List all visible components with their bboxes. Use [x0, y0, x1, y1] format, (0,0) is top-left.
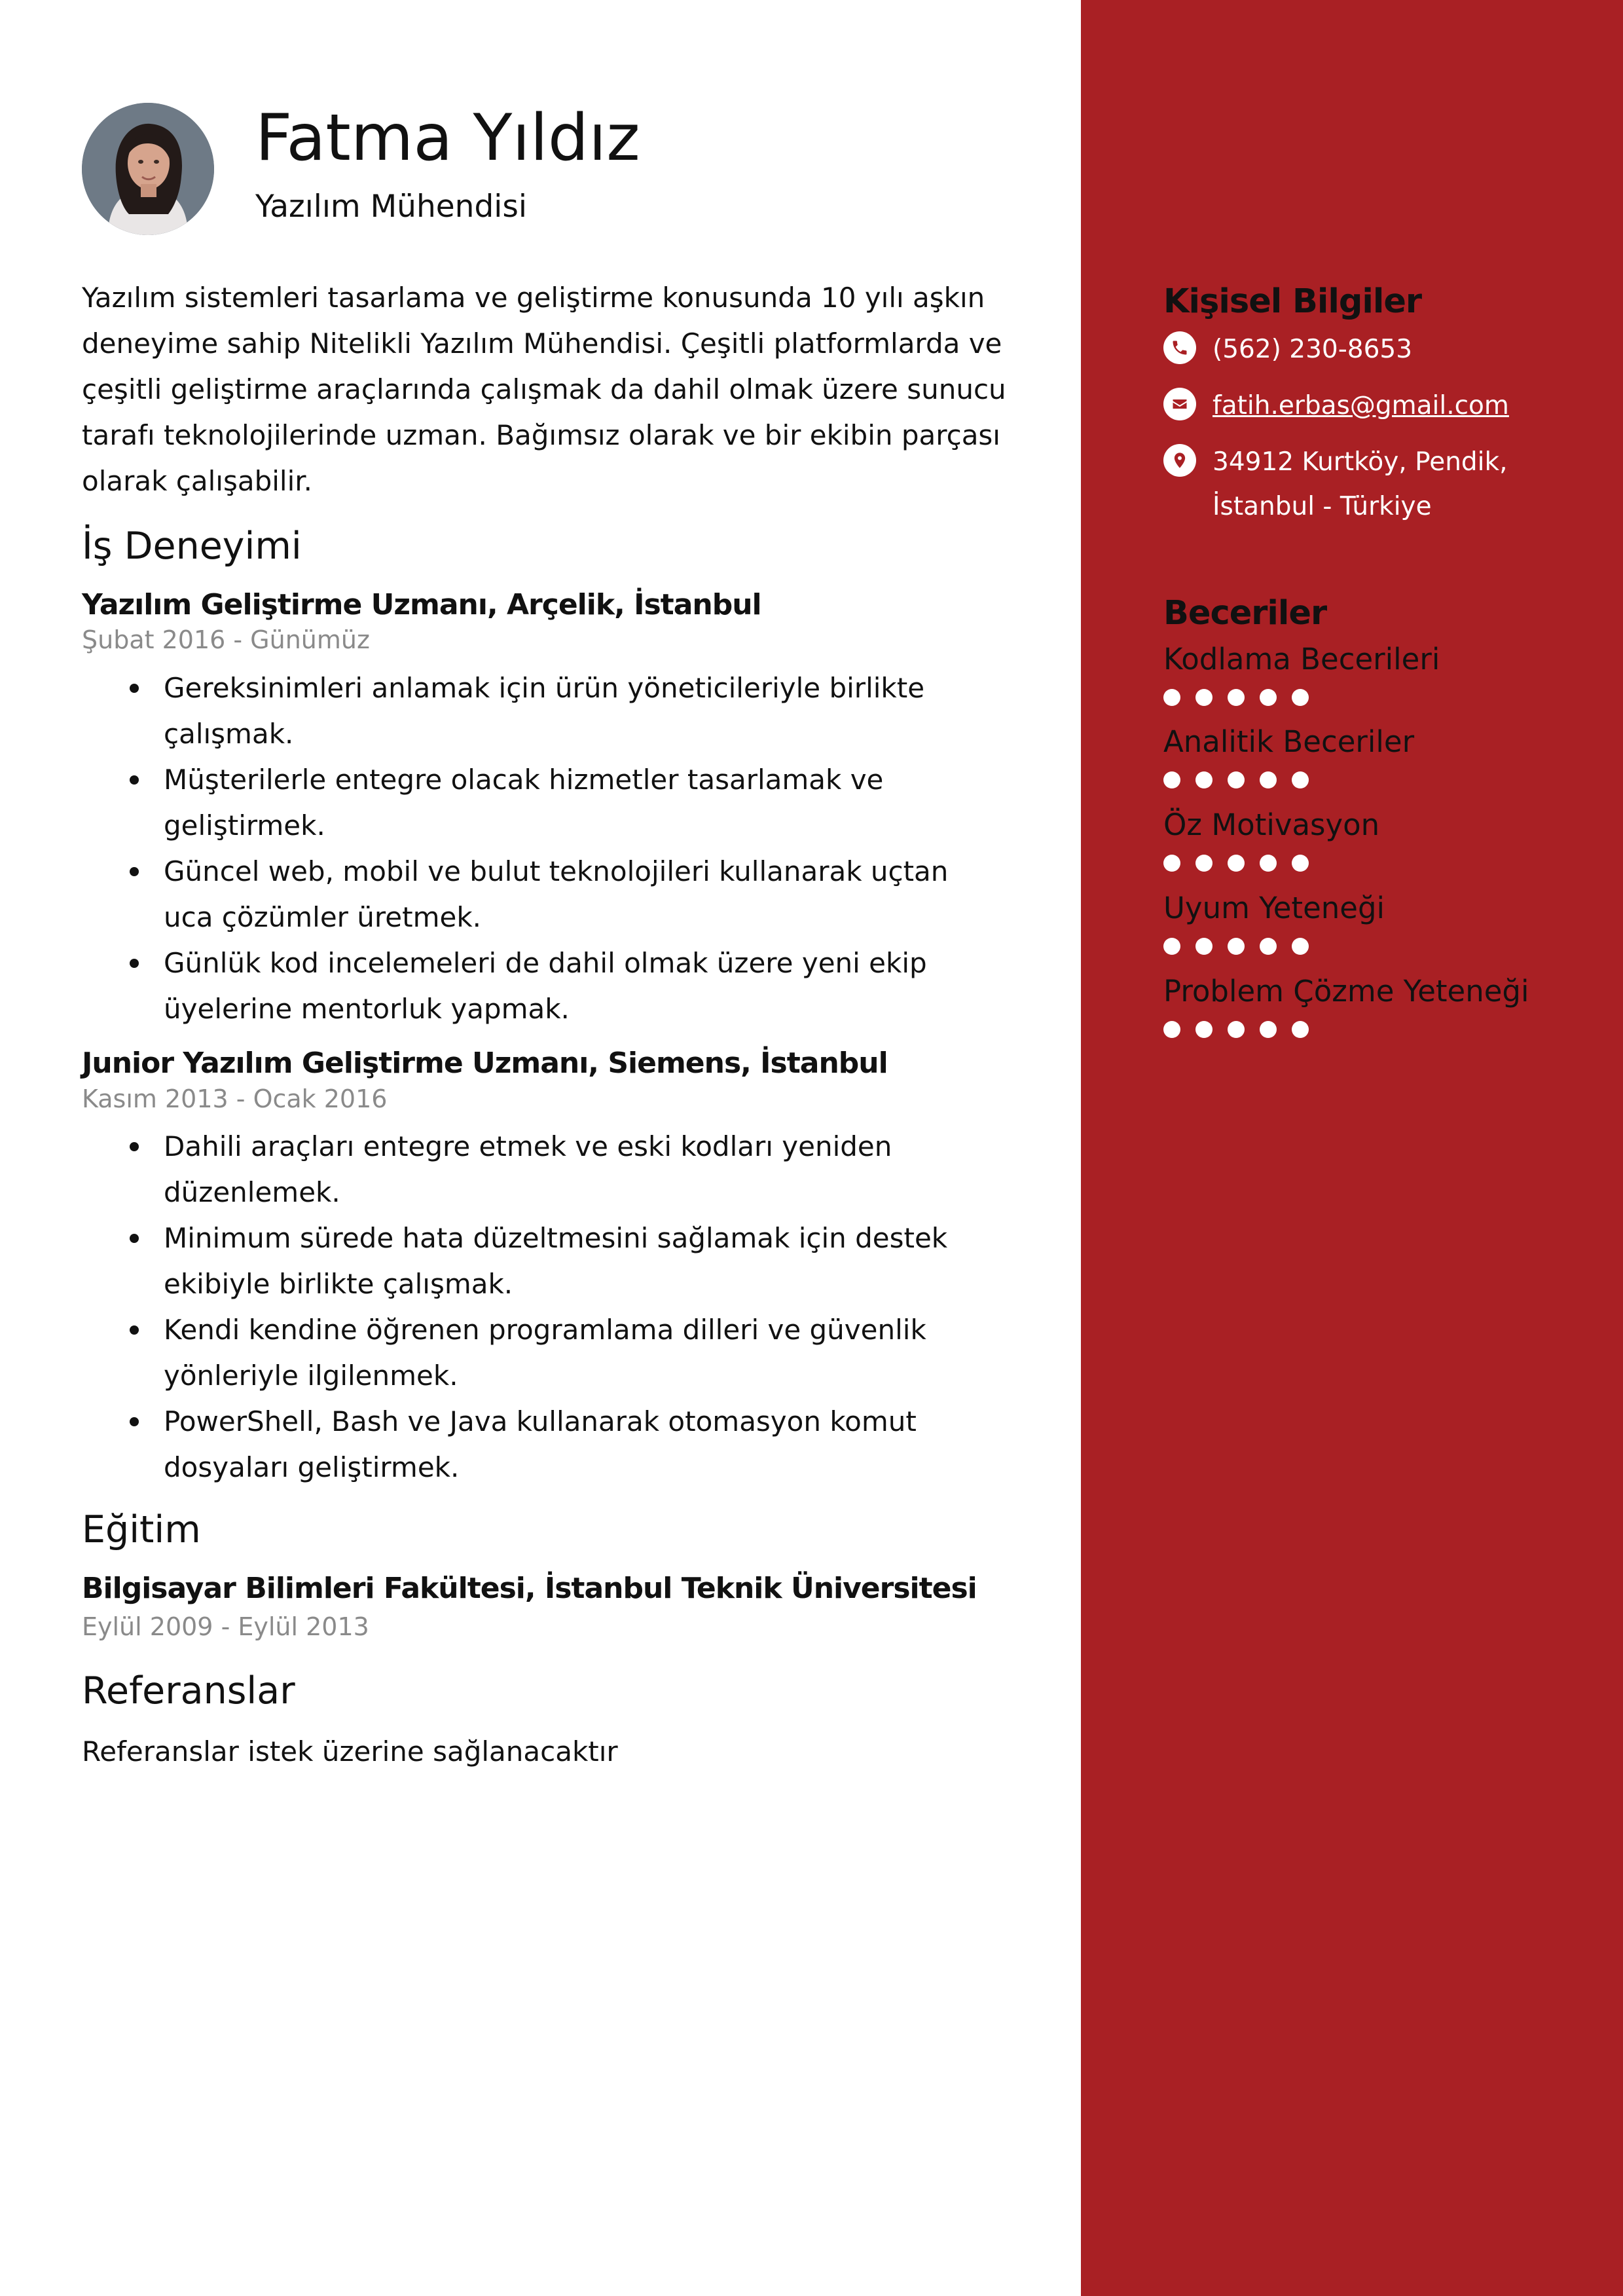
- job-title-subtitle: Yazılım Mühendisi: [255, 189, 527, 225]
- rating-dot: [1195, 1021, 1213, 1038]
- rating-dot: [1163, 689, 1180, 706]
- job-1-title: Yazılım Geliştirme Uzmanı, Arçelik, İstanbul: [82, 588, 761, 621]
- education-dates: Eylül 2009 - Eylül 2013: [82, 1612, 369, 1641]
- list-item: Günlük kod incelemeleri de dahil olmak üzere yeni ekip üyelerine mentorluk yapmak.: [164, 940, 976, 1032]
- skill-name: Öz Motivasyon: [1163, 807, 1380, 842]
- address: 34912 Kurtköy, Pendik, İstanbul - Türkiye: [1213, 447, 1508, 521]
- job-2-bullets: [164, 1124, 976, 1491]
- rating-dot: [1163, 938, 1180, 955]
- rating-dot: [1163, 855, 1180, 872]
- avatar-portrait-image: [82, 103, 214, 235]
- job-1-bullets: [164, 665, 976, 1032]
- rating-dot: [1260, 938, 1277, 955]
- list-item: Kendi kendine öğrenen programlama dilleri ve güvenlik yönleriyle ilgilenmek.: [164, 1307, 976, 1399]
- email-link[interactable]: fatih.erbas@gmail.com: [1213, 391, 1509, 420]
- skill-name: Kodlama Becerileri: [1163, 642, 1440, 676]
- skill-item: [1163, 974, 1582, 1009]
- rating-dot: [1228, 689, 1245, 706]
- rating-dot: [1292, 938, 1309, 955]
- experience-heading: İş Deneyimi: [82, 525, 302, 568]
- references-heading: Referanslar: [82, 1669, 295, 1713]
- rating-dot: [1260, 855, 1277, 872]
- rating-dot: [1292, 1021, 1309, 1038]
- profile-summary: Yazılım sistemleri tasarlama ve geliştirme konusunda 10 yılı aşkın deneyime sahip Nitelikli Yazılım Mühendisi. Çeşitli platformlarda ve çeşitli geliştirme araçlarında çalışmak da dahil olmak üzere sunucu tarafı teknolojilerinde uzman. Bağımsız olarak ve bir ekibin parçası olarak çalışabilir.: [82, 282, 1006, 497]
- skill-item: [1163, 642, 1582, 677]
- job-2-dates: Kasım 2013 - Ocak 2016: [82, 1084, 388, 1113]
- skill-name: Problem Çözme Yeteneği: [1163, 974, 1529, 1009]
- envelope-icon: [1163, 388, 1196, 420]
- rating-dot: [1228, 938, 1245, 955]
- rating-dot: [1228, 771, 1245, 788]
- rating-dot: [1260, 689, 1277, 706]
- references-text: Referanslar istek üzerine sağlanacaktır: [82, 1735, 618, 1768]
- list-item: Minimum sürede hata düzeltmesini sağlamak için destek ekibiyle birlikte çalışmak.: [164, 1215, 976, 1307]
- list-item: Güncel web, mobil ve bulut teknolojileri kullanarak uçtan uca çözümler üretmek.: [164, 849, 976, 940]
- rating-dot: [1228, 855, 1245, 872]
- rating-dot: [1292, 689, 1309, 706]
- phone-number: (562) 230-8653: [1213, 335, 1413, 364]
- candidate-name: Fatma Yıldız: [255, 101, 640, 176]
- list-item: Müşterilerle entegre olacak hizmetler tasarlamak ve geliştirmek.: [164, 757, 976, 849]
- skill-item: [1163, 724, 1582, 760]
- phone-icon: [1163, 331, 1196, 364]
- skill-name: Uyum Yeteneği: [1163, 891, 1385, 925]
- rating-dot: [1163, 771, 1180, 788]
- rating-dot: [1260, 771, 1277, 788]
- rating-dot: [1292, 855, 1309, 872]
- avatar: [82, 103, 214, 235]
- contact-phone: [1163, 331, 1582, 377]
- rating-dot: [1292, 771, 1309, 788]
- contact-address: [1163, 444, 1582, 536]
- rating-dot: [1260, 1021, 1277, 1038]
- skill-name: Analitik Beceriler: [1163, 724, 1415, 759]
- rating-dot: [1163, 1021, 1180, 1038]
- rating-dot: [1195, 689, 1213, 706]
- education-heading: Eğitim: [82, 1508, 201, 1551]
- location-pin-icon: [1163, 444, 1196, 477]
- rating-dot: [1195, 771, 1213, 788]
- education-title: Bilgisayar Bilimleri Fakültesi, İstanbul Teknik Üniversitesi: [82, 1572, 977, 1605]
- rating-dot: [1195, 855, 1213, 872]
- list-item: Gereksinimleri anlamak için ürün yöneticileriyle birlikte çalışmak.: [164, 665, 976, 757]
- job-1-dates: Şubat 2016 - Günümüz: [82, 625, 370, 654]
- job-2-title: Junior Yazılım Geliştirme Uzmanı, Siemens, İstanbul: [82, 1046, 888, 1080]
- list-item: Dahili araçları entegre etmek ve eski kodları yeniden düzenlemek.: [164, 1124, 976, 1215]
- contact-email[interactable]: [1163, 388, 1582, 434]
- rating-dot: [1228, 1021, 1245, 1038]
- skill-item: [1163, 891, 1582, 926]
- skill-item: [1163, 807, 1582, 843]
- list-item: PowerShell, Bash ve Java kullanarak otomasyon komut dosyaları geliştirmek.: [164, 1399, 976, 1491]
- personal-info-heading: Kişisel Bilgiler: [1163, 282, 1422, 321]
- skills-heading: Beceriler: [1163, 594, 1327, 633]
- rating-dot: [1195, 938, 1213, 955]
